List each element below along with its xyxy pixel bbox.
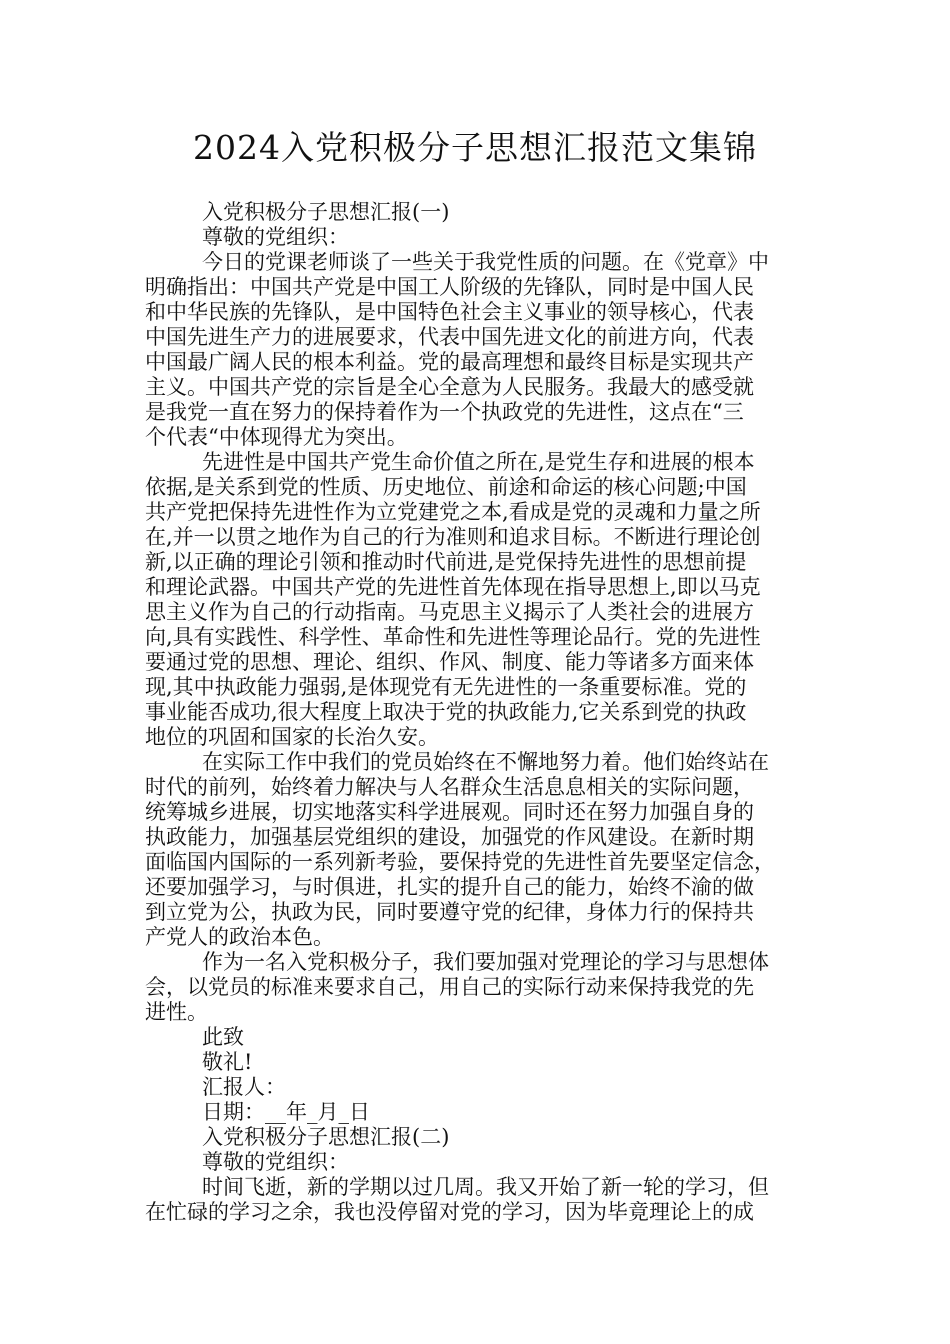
document-body bbox=[145, 200, 809, 1225]
body-text-line: 尊敬的党组织： bbox=[202, 1150, 349, 1174]
body-text-line: 敬礼! bbox=[202, 1050, 253, 1074]
body-text-line: 入党积极分子思想汇报(一) bbox=[202, 200, 450, 224]
body-text-line: 进性。 bbox=[145, 1000, 208, 1024]
body-text-line: 入党积极分子思想汇报(二) bbox=[202, 1125, 450, 1149]
body-text-line: 汇报人： bbox=[202, 1075, 286, 1099]
body-text-line: 中国最广阔人民的根本利益。党的最高理想和最终目标是实现共产 bbox=[145, 350, 754, 374]
body-text-line: 现,其中执政能力强弱,是体现党有无先进性的一条重要标准。党的 bbox=[145, 675, 747, 699]
body-text-line: 日期：__年_月_日 bbox=[202, 1100, 370, 1124]
body-text-line: 产党人的政治本色。 bbox=[145, 925, 334, 949]
body-text-line: 面临国内国际的一系列新考验，要保持党的先进性首先要坚定信念， bbox=[145, 850, 775, 874]
body-text-line: 尊敬的党组织： bbox=[202, 225, 349, 249]
document-title: 2024入党积极分子思想汇报范文集锦 bbox=[193, 128, 757, 167]
body-text-line: 此致 bbox=[202, 1025, 244, 1049]
body-text-line: 执政能力，加强基层党组织的建设，加强党的作风建设。在新时期 bbox=[145, 825, 754, 849]
body-text-line: 明确指出：中国共产党是中国工人阶级的先锋队，同时是中国人民 bbox=[145, 275, 754, 299]
body-text-line: 地位的巩固和国家的长治久安。 bbox=[145, 725, 439, 749]
body-text-line: 今日的党课老师谈了一些关于我党性质的问题。在《党章》中 bbox=[202, 250, 769, 274]
body-text-line: 会，以党员的标准来要求自己，用自己的实际行动来保持我党的先 bbox=[145, 975, 754, 999]
body-text-line: 主义。中国共产党的宗旨是全心全意为人民服务。我最大的感受就 bbox=[145, 375, 754, 399]
body-text-line: 是我党一直在努力的保持着作为一个执政党的先进性，这点在“三 bbox=[145, 400, 744, 424]
body-text-line: 时代的前列，始终着力解决与人名群众生活息息相关的实际问题， bbox=[145, 775, 754, 799]
body-text-line: 时间飞逝，新的学期以过几周。我又开始了新一轮的学习，但 bbox=[202, 1175, 769, 1199]
body-text-line: 思主义作为自己的行动指南。马克思主义揭示了人类社会的进展方 bbox=[145, 600, 754, 624]
body-text-line: 共产党把保持先进性作为立党建党之本,看成是党的灵魂和力量之所 bbox=[145, 500, 761, 524]
body-text-line: 到立党为公，执政为民，同时要遵守党的纪律，身体力行的保持共 bbox=[145, 900, 754, 924]
body-text-line: 还要加强学习，与时俱进，扎实的提升自己的能力，始终不渝的做 bbox=[145, 875, 754, 899]
body-text-line: 在,并一以贯之地作为自己的行为准则和追求目标。不断进行理论创 bbox=[145, 525, 761, 549]
body-text-line: 统筹城乡进展，切实地落实科学进展观。同时还在努力加强自身的 bbox=[145, 800, 754, 824]
body-text-line: 作为一名入党积极分子，我们要加强对党理论的学习与思想体 bbox=[202, 950, 769, 974]
body-text-line: 中国先进生产力的进展要求，代表中国先进文化的前进方向，代表 bbox=[145, 325, 754, 349]
body-text-line: 事业能否成功,很大程度上取决于党的执政能力,它关系到党的执政 bbox=[145, 700, 747, 724]
body-text-line: 在忙碌的学习之余，我也没停留对党的学习，因为毕竟理论上的成 bbox=[145, 1200, 754, 1224]
body-text-line: 要通过党的思想、理论、组织、作风、制度、能力等诸多方面来体 bbox=[145, 650, 754, 674]
body-text-line: 在实际工作中我们的党员始终在不懈地努力着。他们始终站在 bbox=[202, 750, 769, 774]
body-text-line: 个代表“中体现得尤为突出。 bbox=[145, 425, 408, 449]
body-text-line: 向,具有实践性、科学性、革命性和先进性等理论品行。党的先进性 bbox=[145, 625, 761, 649]
body-text-line: 新,以正确的理论引领和推动时代前进,是党保持先进性的思想前提 bbox=[145, 550, 747, 574]
body-text-line: 依据,是关系到党的性质、历史地位、前途和命运的核心问题;中国 bbox=[145, 475, 747, 499]
body-text-line: 先进性是中国共产党生命价值之所在,是党生存和进展的根本 bbox=[202, 450, 755, 474]
body-text-line: 和理论武器。中国共产党的先进性首先体现在指导思想上,即以马克 bbox=[145, 575, 761, 599]
body-text-line: 和中华民族的先锋队，是中国特色社会主义事业的领导核心，代表 bbox=[145, 300, 754, 324]
